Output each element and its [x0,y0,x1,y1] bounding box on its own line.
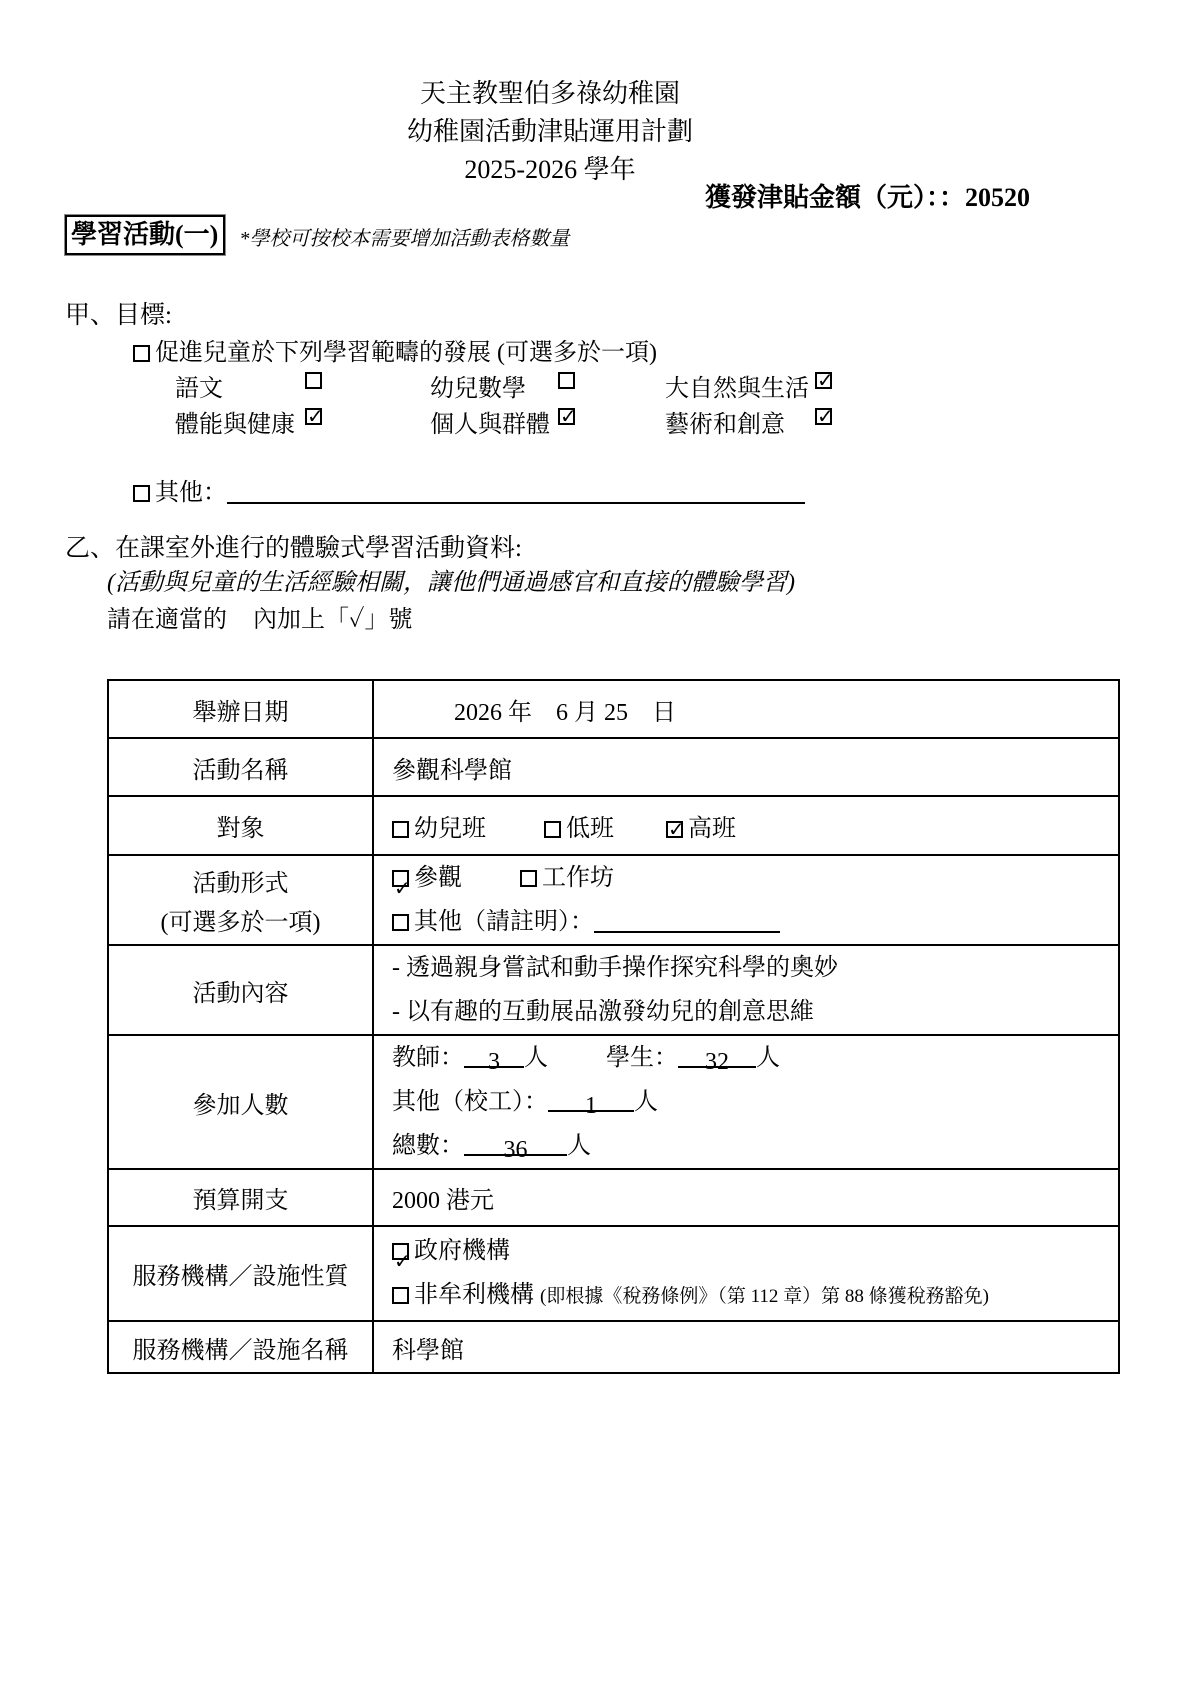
row-label: 對象 [108,796,373,855]
row-label: 服務機構／設施名稱 [108,1321,373,1373]
content-bullet-1: - 透過親身嘗試和動手操作探究科學的奧妙 [392,955,838,981]
date-value[interactable]: 2026 年 6 月 25 日 [373,680,1119,738]
other-count-label: 其他（校工）： [392,1089,548,1115]
student-count-value: 32 [705,1049,729,1075]
total-count-field[interactable] [464,1128,567,1163]
school-name: 天主教聖伯多祿幼稚園 [419,79,680,108]
format-checkbox-other[interactable] [392,914,409,931]
teacher-count-value: 3 [488,1049,500,1075]
other-count-field[interactable] [548,1084,634,1119]
area-label-nature: 大自然與生活 [665,376,809,402]
table-row-format [108,855,1119,945]
part-b-note: (活動與兒童的生活經驗相關，讓他們通過感官和直接的體驗學習) [107,570,795,596]
row-label: 活動內容 [108,945,373,1035]
content-bullet-2: - 以有趣的互動展品激發幼兒的創意思維 [392,999,814,1025]
format-label-note: (可選多於一項) [160,910,321,936]
unit-label: 人 [756,1045,780,1071]
format-option-workshop [520,865,614,891]
area-label-math: 幼兒數學 [430,376,526,402]
area-checkbox-math[interactable] [558,372,575,389]
table-row-date [108,680,1119,738]
org-type-label-nonprofit: 非牟利機構 [414,1281,534,1308]
row-label: 活動名稱 [108,738,373,796]
development-label: 促進兒童於下列學習範疇的發展 (可選多於一項) [155,340,657,366]
document-title: 幼稚園活動津貼運用計劃 [406,117,693,146]
part-b-heading: 乙、在課室外進行的體驗式學習活動資料: [65,535,522,562]
table-row-budget [108,1169,1119,1226]
target-label-lower: 低班 [566,816,614,842]
org-type-label-government: 政府機構 [414,1237,510,1264]
other-goal-option [133,472,1200,508]
activity-content [373,945,1119,1035]
format-label-workshop: 工作坊 [542,865,614,891]
unit-label: 人 [567,1133,591,1159]
target-checkbox-upper[interactable] [666,821,683,838]
other-count-value: 1 [585,1093,597,1119]
row-label: 服務機構／設施性質 [108,1226,373,1321]
teacher-count-label: 教師： [392,1045,464,1071]
learning-areas-row-1 [65,364,1200,400]
learning-areas-row-2 [65,400,1200,436]
student-count-label: 學生： [606,1045,678,1071]
format-options [373,855,1119,945]
activity-section-header [65,215,1200,255]
area-label-language: 語文 [175,376,223,402]
tick-instruction-prefix: 請在適當的 [107,607,227,633]
development-option [133,332,1200,364]
target-option-lower [544,816,614,842]
format-other-label: 其他（請註明）： [414,909,594,935]
unit-label: 人 [524,1045,548,1071]
table-row-org-type [108,1226,1119,1321]
table-row-name [108,738,1119,796]
total-count-label: 總數： [392,1133,464,1159]
part-a-heading: 甲、目標: [65,302,172,329]
target-checkbox-nursery[interactable] [392,821,409,838]
area-checkbox-language[interactable] [305,372,322,389]
document-header [65,75,1035,189]
unit-label: 人 [634,1089,658,1115]
development-checkbox[interactable] [133,345,150,362]
activity-detail-table [107,679,1120,1374]
activity-section-title: 學習活動(一) [65,215,225,255]
target-label-upper: 高班 [688,816,736,842]
target-label-nursery: 幼兒班 [414,816,486,842]
table-row-org-name [108,1321,1119,1373]
other-goal-label: 其他： [155,480,227,506]
row-label: 舉辦日期 [108,680,373,738]
format-label: 活動形式 [192,871,289,897]
area-checkbox-physical[interactable] [305,408,322,425]
budget-value[interactable]: 2000 港元 [373,1169,1119,1226]
teacher-count-field[interactable] [464,1040,524,1075]
format-checkbox-workshop[interactable] [520,870,537,887]
table-row-participants [108,1035,1119,1169]
activity-section-note: *學校可按校本需要增加活動表格數量 [239,228,570,250]
tick-instruction-suffix: 內加上「✓」號 [253,607,413,633]
participants-counts [373,1035,1119,1169]
subsidy-value: ：20520 [938,183,1030,212]
student-count-field[interactable] [678,1040,756,1075]
target-checkbox-lower[interactable] [544,821,561,838]
activity-name-value[interactable]: 參觀科學館 [373,738,1119,796]
area-checkbox-personal[interactable] [558,408,575,425]
target-options [373,796,1119,855]
format-other-blank[interactable] [594,907,780,933]
area-checkbox-nature[interactable] [815,372,832,389]
area-label-physical: 體能與健康 [175,412,295,438]
table-row-content [108,945,1119,1035]
subsidy-label: 獲發津貼金額（元）： [704,183,939,212]
format-label-visit: 參觀 [414,865,462,891]
format-checkbox-visit[interactable] [392,870,409,887]
org-name-value[interactable]: 科學館 [373,1321,1119,1373]
table-row-target [108,796,1119,855]
school-year: 2025-2026 學年 [464,155,636,184]
target-option-nursery [392,816,486,842]
tick-instruction [107,599,1200,633]
other-goal-blank[interactable] [227,478,805,504]
org-type-checkbox-nonprofit[interactable] [392,1287,409,1304]
other-goal-checkbox[interactable] [133,485,150,502]
area-label-art: 藝術和創意 [665,412,785,438]
row-label: 參加人數 [108,1035,373,1169]
area-checkbox-art[interactable] [815,408,832,425]
org-type-options [373,1226,1119,1321]
area-label-personal: 個人與群體 [430,412,550,438]
nonprofit-note: (即根據《稅務條例》（第 112 章）第 88 條獲稅務豁免) [540,1285,989,1307]
total-count-value: 36 [503,1137,528,1163]
format-option-visit [392,865,462,891]
target-option-upper [666,816,736,842]
row-label [108,855,373,945]
org-type-checkbox-government[interactable] [392,1243,409,1260]
row-label: 預算開支 [108,1169,373,1226]
